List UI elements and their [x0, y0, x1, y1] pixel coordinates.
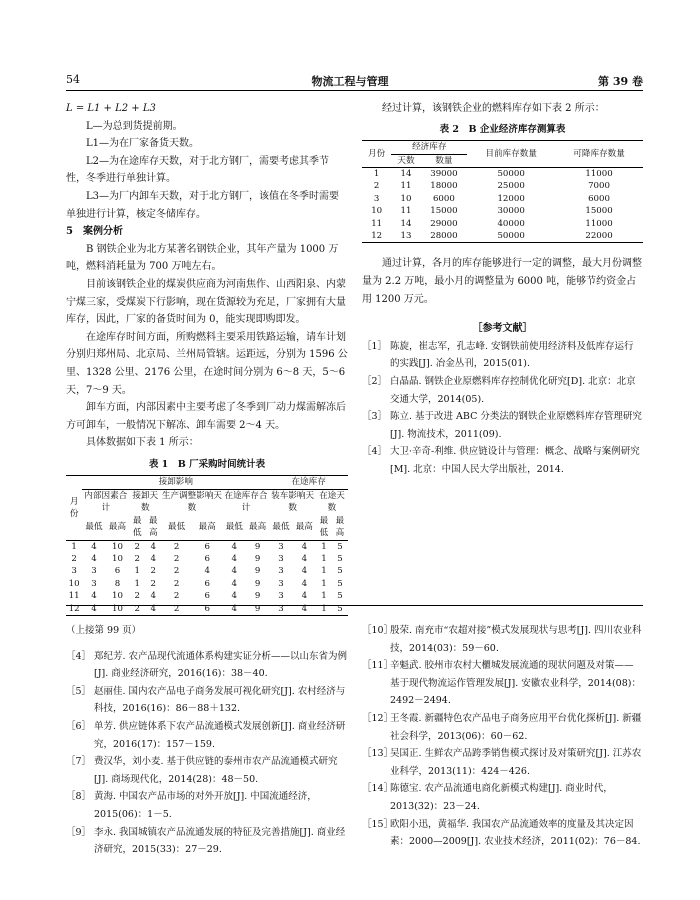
formula: L = L1 + L2 + L3 [66, 103, 156, 114]
reference-number: ［1］ [362, 340, 388, 352]
table-cell: 28000 [430, 231, 458, 242]
reference-text: 黄海. 中国农产品市场的对外开放[J]. 中国流通经济，2015(06)：1－5. [94, 791, 317, 820]
table-cell: 2 [173, 591, 180, 602]
table-cell: 10 [111, 603, 123, 614]
table-cell: 2 [134, 541, 141, 552]
table-cell: 4 [150, 553, 156, 564]
reference-item [362, 657, 643, 710]
table-cell: 2 [150, 578, 156, 589]
reference-item [362, 373, 643, 408]
reference-number: ［4］ [66, 650, 92, 662]
table-cell: 6 [204, 578, 210, 589]
table-cell: 1 [71, 541, 77, 552]
table-header: 内部因素合计 [84, 490, 128, 514]
table-cell: 2 [134, 553, 141, 564]
reference-text: 陈立. 基于改进 ABC 分类法的钢铁企业原燃料库存管理研究[J]. 物流技术，2011(09). [390, 411, 642, 440]
reference-number: ［11］ [362, 660, 394, 672]
table-subheader: 最低 [225, 521, 243, 532]
continuation-note: （上接第 99 页） [66, 625, 142, 636]
table-row [66, 565, 348, 577]
table-cell: 12 [371, 231, 383, 242]
paragraph: 通过计算，各月的库存能够进行一定的调整，最大月份调整量为 2.2 万吨，最小月的调整量为 6000 吨，能够节约资金占用 1200 万元。 [362, 258, 642, 305]
table-cell: 9 [254, 553, 261, 564]
table-cell: 1 [321, 553, 327, 564]
table-cell: 3 [278, 578, 284, 589]
table-cell: 9 [254, 578, 261, 589]
table-cell: 1 [321, 578, 327, 589]
bottom-right-column [362, 622, 643, 851]
table-cell: 2 [373, 181, 380, 192]
reference-number: ［13］ [362, 748, 394, 760]
table-cell: 10 [111, 553, 123, 564]
section-separator [66, 605, 643, 606]
table-cell: 10 [371, 206, 383, 217]
reference-item [66, 648, 348, 683]
table-cell: 6 [114, 566, 121, 577]
table-subheader: 最低 [319, 515, 329, 539]
reference-item [362, 816, 643, 851]
table-cell: 8 [114, 578, 121, 589]
reference-text: 陈旋，崔志军，孔志峰. 安钢铁前使用经济料及低库存运行的实践[J]. 冶金丛刊，2015(01). [390, 340, 634, 370]
table-cell: 10 [68, 578, 80, 589]
paragraph: 经过计算，该钢铁企业的燃料库存如下表 2 所示： [382, 103, 605, 114]
reference-item [362, 745, 643, 780]
table-cell: 10 [111, 591, 123, 602]
reference-text: 大卫·辛奇-利维. 供应链设计与管理：概念、战略与案例研究[M]. 北京：中国人民大学出版社，2014. [390, 446, 640, 475]
reference-text: 殷荣. 南充市“农超对接”模式发展现状与思考[J]. 四川农业科技，2014(03)：59－60. [390, 625, 642, 654]
table-header: 在途天数 [319, 490, 345, 514]
table-cell: 4 [91, 541, 97, 552]
reference-item [362, 710, 643, 745]
table-cell: 4 [91, 553, 97, 564]
table-cell: 4 [301, 591, 308, 602]
table-cell: 6 [204, 591, 210, 602]
table-header: 装车影响天数 [271, 490, 315, 514]
table-cell: 2 [173, 541, 180, 552]
table-cell: 4 [91, 591, 97, 602]
reference-item [362, 408, 643, 443]
definition: L1—为在厂家备货天数。 [86, 138, 200, 150]
table-cell: 11 [371, 218, 383, 229]
table-row [362, 168, 643, 181]
table-cell: 6 [204, 603, 210, 614]
reference-item [66, 718, 348, 753]
reference-item [66, 683, 348, 718]
table-cell: 3 [373, 193, 380, 204]
bottom-left-column [66, 622, 348, 859]
reference-number: ［15］ [362, 818, 394, 830]
table-subheader: 最高 [249, 521, 267, 532]
paragraph: B 钢铁企业为北方某著名钢铁企业，其年产量为 1000 万吨，燃料消耗量为 700 万吨左右。 [66, 243, 339, 273]
references-list [66, 648, 348, 859]
table-cell: 11 [68, 591, 80, 602]
table-cell: 2 [150, 566, 156, 577]
table-cell: 50000 [497, 231, 525, 242]
table-cell: 29000 [430, 218, 458, 229]
reference-text: 单芳. 供应链体系下农产品流通模式发展创新[J]. 商业经济研究，2016(17)：157－159. [94, 720, 346, 750]
table-cell: 2 [173, 566, 180, 577]
table-cell: 11000 [585, 218, 613, 229]
reference-item [362, 622, 643, 657]
table-cell: 14 [400, 169, 412, 179]
table1 [66, 475, 348, 615]
table-cell: 6 [204, 553, 210, 564]
table-cell: 5 [337, 578, 343, 589]
table-cell: 4 [301, 541, 308, 552]
table-subheader: 最高 [295, 521, 313, 532]
table-cell: 9 [254, 591, 261, 602]
table-subheader: 最低 [167, 521, 186, 532]
table-header: 接卸天数 [132, 490, 159, 514]
table-cell: 3 [278, 591, 284, 602]
table-cell: 11 [400, 206, 412, 217]
table-cell: 22000 [585, 231, 613, 242]
table-cell: 11 [400, 181, 412, 192]
table-cell: 4 [301, 566, 308, 577]
table-cell: 2 [134, 603, 141, 614]
paragraph: 卸车方面，内部因素中主要考虑了冬季到厂动力煤需解冻后方可卸车，一般情况下解冻、卸车需要 2～4 天。 [66, 402, 346, 431]
table-cell: 4 [301, 553, 308, 564]
table2 [362, 140, 643, 243]
table-row [362, 193, 643, 205]
reference-text: 费汉华，刘小麦. 基于供应链的泰州市农产品流通模式研究[J]. 商场现代化，2014(28)：48－50. [94, 756, 338, 785]
reference-item [66, 753, 348, 788]
table-cell: 4 [231, 553, 238, 564]
reference-number: ［7］ [66, 756, 92, 768]
reference-number: ［8］ [66, 791, 92, 803]
table-row [362, 180, 643, 192]
table-cell: 5 [337, 566, 343, 577]
reference-number: ［14］ [362, 783, 394, 795]
table-cell: 3 [278, 603, 284, 614]
table-header: 天数 [397, 155, 415, 166]
table-cell: 13 [400, 231, 412, 242]
volume-label: 第 39 卷 [598, 75, 643, 88]
table-row [362, 205, 643, 217]
table-header: 目前库存数量 [485, 148, 537, 159]
table-subheader: 最高 [148, 515, 158, 539]
table-cell: 10 [111, 541, 123, 552]
table-row [66, 540, 348, 553]
table-cell: 5 [337, 541, 343, 552]
reference-number: ［2］ [362, 376, 388, 387]
table-cell: 2 [134, 591, 141, 602]
table-cell: 15000 [430, 206, 458, 217]
references-list [362, 338, 643, 479]
reference-text: 欧阳小迅，黄福华. 我国农产品流通效率的度量及其决定因素：2000—2009[J]. 农业技术经济，2011(02)：76－84. [390, 818, 641, 848]
table-cell: 1 [321, 541, 327, 552]
table-cell: 4 [91, 603, 97, 614]
table-cell: 1 [134, 566, 141, 577]
table-header: 月份 [69, 496, 79, 519]
table-cell: 3 [91, 578, 97, 589]
table-cell: 3 [278, 553, 284, 564]
table-cell: 6000 [588, 193, 610, 204]
table-cell: 5 [337, 553, 343, 564]
table-cell: 2 [71, 553, 77, 564]
reference-text: 郑纪芳. 农产品现代流通体系构建实证分析——以山东省为例[J]. 商业经济研究，2016(16)：38－40. [94, 650, 348, 680]
header-rule [66, 90, 643, 91]
table-cell: 1 [373, 169, 380, 179]
reference-text: 王冬霞. 新疆特色农产品电子商务应用平台优化探析[J]. 新疆社会科学，2013(06)：60－62. [390, 712, 642, 742]
table-cell: 10 [400, 193, 412, 204]
reference-number: ［5］ [66, 685, 92, 697]
table-cell: 2 [173, 603, 180, 614]
reference-item [66, 824, 348, 859]
table-cell: 2 [173, 578, 180, 589]
table-cell: 3 [278, 566, 284, 577]
references-list [362, 622, 643, 851]
table-cell: 4 [301, 578, 308, 589]
table-cell: 39000 [430, 169, 458, 179]
table-cell: 2 [173, 553, 180, 564]
section-title: 5 案例分析 [66, 226, 123, 238]
table-row [66, 553, 348, 565]
table-cell: 40000 [497, 218, 525, 229]
table-cell: 4 [150, 591, 156, 602]
definition: L3—为厂内卸车天数，对于北方钢厂，该值在冬季时需要单独进行计算，核定冬储库存。 [66, 190, 340, 220]
table-subheader: 最低 [272, 521, 290, 532]
table-cell: 9 [254, 603, 261, 614]
reference-item [362, 780, 643, 815]
table-header: 可降库存数量 [573, 148, 625, 159]
table-cell: 50000 [497, 169, 525, 179]
references-title: ［参考文献］ [472, 323, 533, 335]
table-cell: 7000 [588, 181, 610, 192]
table-cell: 4 [231, 541, 238, 552]
table-cell: 14 [400, 218, 412, 229]
page-number: 54 [66, 73, 80, 86]
table-subheader: 最高 [335, 515, 345, 539]
table-row [362, 230, 643, 243]
table-header: 经济库存 [391, 141, 467, 154]
table-row [362, 218, 643, 230]
table2-title: 表 2 B 企业经济库存测算表 [439, 123, 566, 135]
table-cell: 4 [231, 566, 238, 577]
reference-number: ［3］ [362, 411, 388, 423]
table-subheader: 最低 [132, 515, 142, 539]
definition: L2—为在途库存天数，对于北方钢厂，需要考虑其季节性，冬季进行单独计算。 [66, 155, 330, 185]
table-subheader: 最高 [198, 521, 216, 532]
table-cell: 5 [337, 591, 343, 602]
reference-item [66, 788, 348, 823]
reference-text: 赵丽佳. 国内农产品电子商务发展可视化研究[J]. 农村经济与科技，2016(16)：86－88＋132. [94, 685, 346, 715]
table-cell: 6 [204, 541, 210, 552]
reference-text: 白晶晶. 钢铁企业原燃料库存控制优化研究[D]. 北京：北京交通大学，2014(05). [390, 376, 636, 405]
table-cell: 6000 [432, 193, 455, 204]
table-row [66, 578, 348, 590]
table-header: 生产调整影响天数 [161, 490, 223, 514]
reference-number: ［10］ [362, 625, 394, 636]
table-row [66, 590, 348, 602]
table-cell: 4 [231, 578, 238, 589]
table-cell: 4 [231, 603, 238, 614]
table-header: 月份 [368, 148, 386, 159]
reference-text: 辛魁武. 胶州市农村大櫃城发展流通的现状问题及对策——基于现代物流运作管理发展[J]. 安徽农业科学，2014(08)：2492－2494. [390, 660, 641, 707]
table-cell: 9 [254, 541, 261, 552]
table-cell: 1 [321, 591, 327, 602]
right-column [362, 100, 643, 479]
table-cell: 3 [278, 541, 284, 552]
table-cell: 12000 [497, 193, 525, 204]
table-cell: 3 [71, 566, 77, 577]
reference-number: ［9］ [66, 826, 92, 838]
reference-text: 李永. 我国城镇农产品流通发展的特征及完善措施[J]. 商业经济研究，2015(33)：27－29. [94, 826, 346, 856]
table-cell: 4 [150, 603, 156, 614]
reference-number: ［6］ [66, 720, 92, 732]
table-cell: 5 [337, 603, 343, 614]
table-cell: 4 [301, 603, 308, 614]
table-cell: 30000 [497, 206, 525, 217]
table-cell: 11000 [585, 169, 613, 179]
reference-item [362, 443, 643, 478]
table-header: 在途库存合计 [224, 490, 268, 514]
paragraph: 在途库存时间方面，所购燃料主要采用铁路运输，请车计划分别归郑州局、北京局、兰州局管辖。运距远，分别为 1596 公里、1328 公里、2176 公里，在途时间分别为 6～8 天，5～6 天，7～9 天。 [66, 331, 348, 396]
reference-text: 吴国正. 生鲜农产品跨季销售模式探讨及对策研究[J]. 江苏农业科学，2013(11)：424－426. [390, 748, 642, 777]
left-column [66, 100, 348, 616]
table-subheader: 最高 [108, 521, 127, 532]
reference-text: 陈德宝. 农产品流通电商化新模式构建[J]. 商业时代，2013(32)：23－24. [390, 783, 613, 812]
table-cell: 18000 [430, 181, 458, 192]
table-cell: 4 [231, 591, 238, 602]
paragraph: 目前该钢铁企业的煤炭供应商为河南焦作、山西阳泉、内蒙宁煤三家，受煤炭下行影响，现在货源较为充足，厂家拥有大量库存，因此，厂家的备货时间为 0，能实现即购即发。 [66, 278, 346, 326]
table-cell: 4 [204, 566, 210, 577]
table-cell: 1 [134, 578, 141, 589]
table-cell: 1 [321, 603, 327, 614]
table-cell: 25000 [497, 181, 525, 192]
table1-title: 表 1 B 厂采购时间统计表 [148, 458, 266, 470]
journal-title: 物流工程与管理 [311, 75, 389, 88]
reference-number: ［12］ [362, 712, 394, 724]
paragraph: 具体数据如下表 1 所示： [86, 437, 199, 449]
reference-number: ［4］ [362, 446, 388, 458]
table-cell: 12 [68, 603, 80, 614]
table-cell: 4 [150, 541, 156, 552]
table-cell: 9 [254, 566, 261, 577]
definition: L—为总到货提前期。 [86, 120, 183, 132]
table-header: 接卸影响 [82, 476, 269, 489]
table-cell: 1 [321, 566, 327, 577]
table-subheader: 最低 [85, 521, 103, 532]
table-cell: 3 [91, 566, 97, 577]
table-cell: 15000 [585, 206, 613, 217]
table-header: 在途库存 [269, 476, 348, 489]
table-header: 数量 [435, 155, 453, 166]
reference-item [362, 338, 643, 373]
